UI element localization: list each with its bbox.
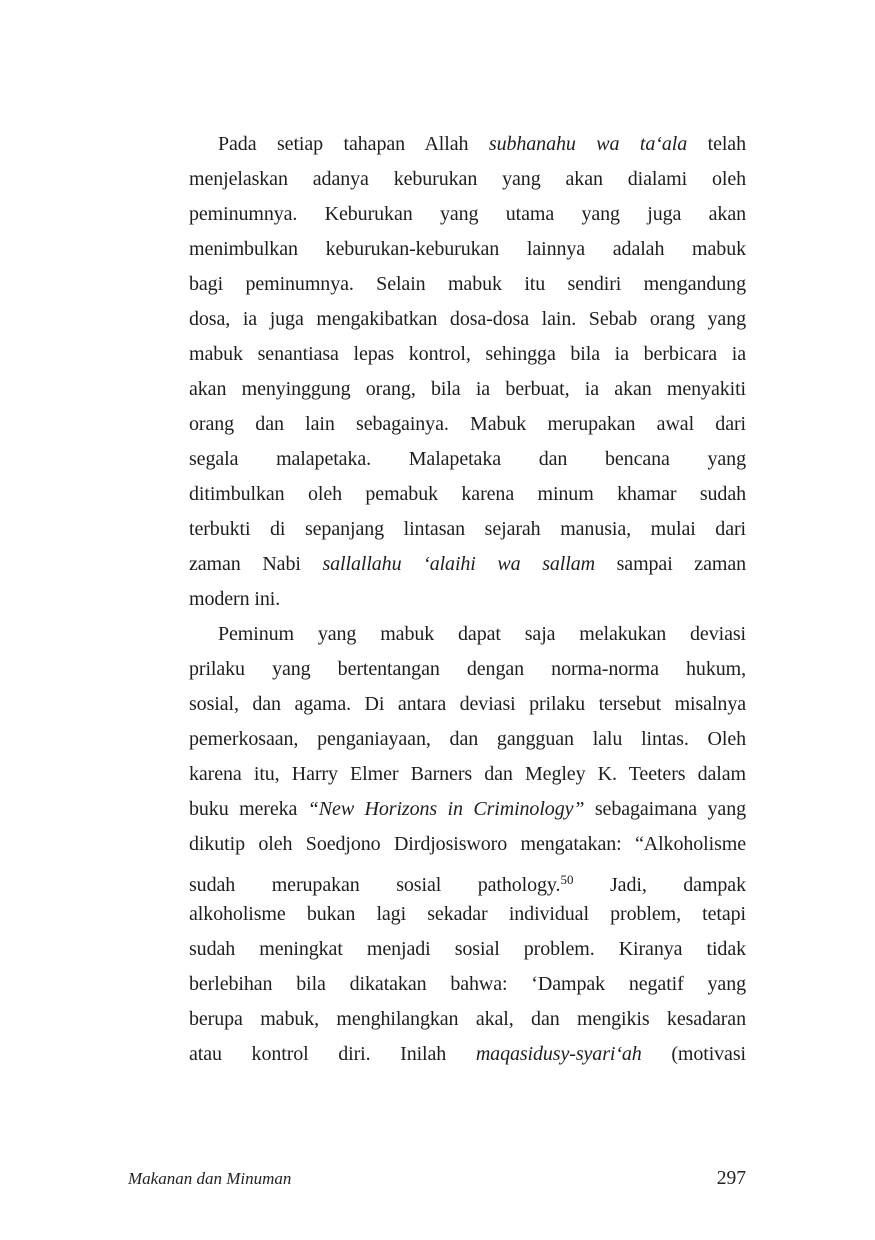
text-line <box>189 827 746 862</box>
italic-text-segment: maqasidusy-syari‘ah <box>475 1043 642 1065</box>
text-line <box>189 442 746 477</box>
footer-page-number: 297 <box>716 1168 746 1189</box>
italic-text-segment: “New Horizons in Criminology” <box>307 798 585 820</box>
text-line <box>189 722 746 757</box>
text-segment: bagi peminumnya. Selain mabuk itu sendiri mengandung <box>189 273 746 295</box>
italic-text-segment: sallallahu ‘alaihi wa sallam <box>322 553 595 575</box>
text-line <box>189 862 746 897</box>
text-segment: sampai zaman <box>594 553 746 575</box>
footer-book-title: Makanan dan Minuman <box>128 1169 292 1188</box>
text-line <box>189 582 746 617</box>
text-segment: peminumnya. Keburukan yang utama yang juga akan <box>189 203 746 225</box>
text-line <box>189 617 746 652</box>
text-block <box>189 127 746 1072</box>
text-segment: buku mereka <box>189 798 308 820</box>
text-line <box>189 337 746 372</box>
text-line <box>189 1037 746 1072</box>
text-line <box>189 652 746 687</box>
text-segment: Pada setiap tahapan Allah <box>218 133 489 155</box>
text-segment: (motivasi <box>641 1043 746 1065</box>
text-segment: berlebihan bila dikatakan bahwa: ‘Dampak negatif yang <box>189 973 746 995</box>
text-line <box>189 407 746 442</box>
text-line <box>189 512 746 547</box>
text-segment: sudah merupakan sosial pathology. <box>189 874 561 896</box>
text-segment: sebagaimana yang <box>584 798 746 820</box>
text-segment: akan menyinggung orang, bila ia berbuat, ia akan menyakiti <box>189 378 746 400</box>
text-segment: orang dan lain sebagainya. Mabuk merupakan awal dari <box>189 413 746 435</box>
text-segment: atau kontrol diri. Inilah <box>189 1043 476 1065</box>
text-line <box>189 967 746 1002</box>
text-segment: menimbulkan keburukan-keburukan lainnya adalah mabuk <box>189 238 746 260</box>
text-line <box>189 232 746 267</box>
text-segment: pemerkosaan, penganiayaan, dan gangguan lalu lintas. Oleh <box>189 728 746 750</box>
text-line <box>189 477 746 512</box>
text-segment: segala malapetaka. Malapetaka dan bencana yang <box>189 448 746 470</box>
text-segment: berupa mabuk, menghilangkan akal, dan mengikis kesadaran <box>189 1008 746 1030</box>
text-line <box>189 127 746 162</box>
text-segment: alkoholisme bukan lagi sekadar individual problem, tetapi <box>189 903 746 925</box>
text-segment: mabuk senantiasa lepas kontrol, sehingga bila ia berbicara ia <box>189 343 746 365</box>
page-footer <box>128 1168 746 1190</box>
text-segment: sosial, dan agama. Di antara deviasi prilaku tersebut misalnya <box>189 693 746 715</box>
text-segment: dosa, ia juga mengakibatkan dosa-dosa lain. Sebab orang yang <box>189 308 746 330</box>
text-line <box>189 1002 746 1037</box>
text-line <box>189 372 746 407</box>
text-line <box>189 162 746 197</box>
text-line <box>189 267 746 302</box>
text-segment: dikutip oleh Soedjono Dirdjosisworo mengatakan: “Alkoholisme <box>189 833 746 855</box>
text-segment: terbukti di sepanjang lintasan sejarah manusia, mulai dari <box>189 518 746 540</box>
footnote-reference: 50 <box>560 872 574 887</box>
text-line <box>189 687 746 722</box>
text-line <box>189 547 746 582</box>
text-segment: menjelaskan adanya keburukan yang akan dialami oleh <box>189 168 746 190</box>
text-line <box>189 897 746 932</box>
italic-text-segment: subhanahu wa ta‘ala <box>488 133 688 155</box>
text-line <box>189 932 746 967</box>
text-segment: Jadi, dampak <box>573 874 746 896</box>
text-line <box>189 757 746 792</box>
text-segment: telah <box>687 133 746 155</box>
text-segment: Peminum yang mabuk dapat saja melakukan deviasi <box>218 623 746 645</box>
text-line <box>189 792 746 827</box>
text-segment: prilaku yang bertentangan dengan norma-norma hukum, <box>189 658 746 680</box>
text-segment: zaman Nabi <box>189 553 323 575</box>
text-segment: ditimbulkan oleh pemabuk karena minum khamar sudah <box>189 483 746 505</box>
text-segment: karena itu, Harry Elmer Barners dan Megley K. Teeters dalam <box>189 763 746 785</box>
text-line <box>189 197 746 232</box>
text-segment: modern ini. <box>189 588 281 610</box>
text-line <box>189 302 746 337</box>
text-segment: sudah meningkat menjadi sosial problem. Kiranya tidak <box>189 938 746 960</box>
